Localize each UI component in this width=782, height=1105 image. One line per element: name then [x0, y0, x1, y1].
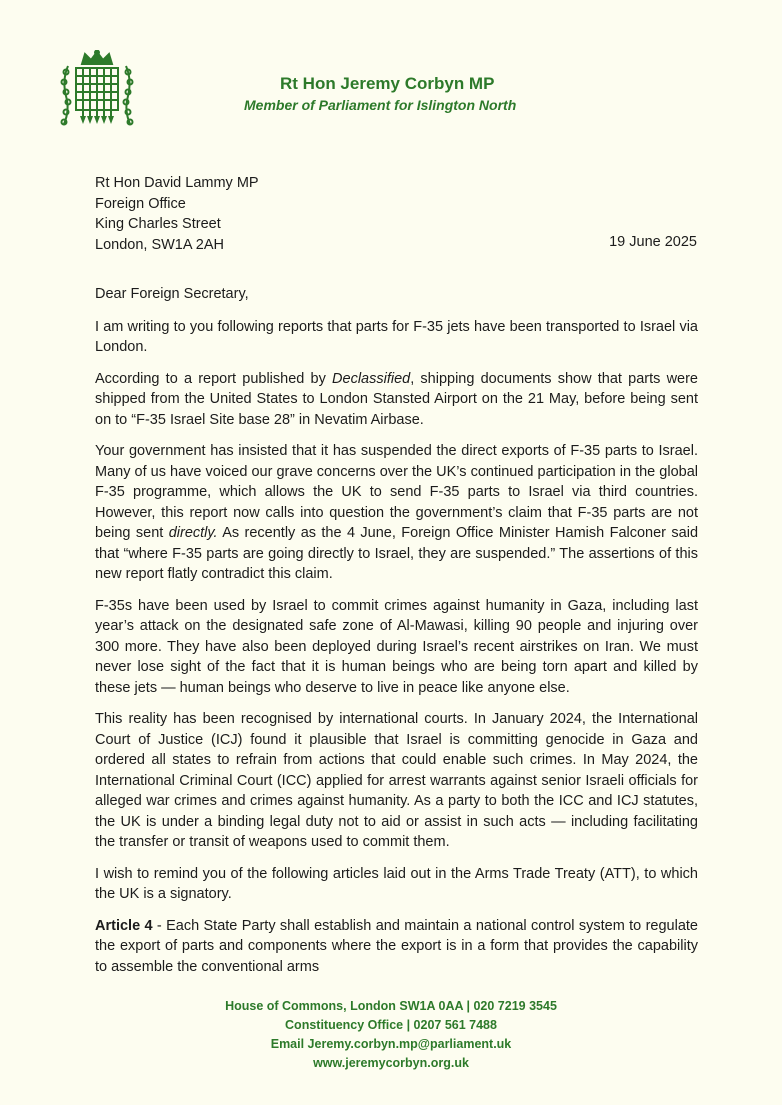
paragraph-3: Your government has insisted that it has suspended the direct exports of F-35 parts to Israel. Many of us have voiced our grave concerns over the UK’s continued participation in the global F-35 programme, which allows the UK to send F-35 parts to Israel via third countries. However, this report now calls into question the government’s claim that F-35 parts are not being sent directly. As recently as the 4 June, Foreign Office Minister Hamish Falconer said that “where F-35 parts are going directly to Israel, they are suspended.” The assertions of this new report flatly contradict this claim. — [95, 443, 699, 582]
paragraph-4: F-35s have been used by Israel to commit crimes against humanity in Gaza, including last year’s attack on the designated safe zone of Al-Mawasi, killing 90 people and injuring over 300 more. They have also been deployed during Israel’s recent airstrikes on Iran. We must never lose sight of the fact that it is human beings who are being torn apart and killed by these jets — human beings who deserve to live in peace like anyone else. — [95, 597, 698, 696]
letter-body — [95, 284, 698, 988]
footer-email: Email Jeremy.corbyn.mp@parliament.uk — [270, 1037, 512, 1051]
paragraph-2: According to a report published by Declassified, shipping documents show that parts were shipped from the United States to London Stansted Airport on the 21 May, before being sent on to “F-35 Israel Site base 28” in Nevatim Airbase. — [95, 370, 698, 428]
mp-name: Rt Hon Jeremy Corbyn MP — [280, 74, 495, 93]
paragraph-6: I wish to remind you of the following articles laid out in the Arms Trade Treaty (ATT), to which the UK is a signatory. — [95, 865, 698, 902]
recipient-address — [95, 173, 259, 255]
emphasis-directly: directly. — [168, 525, 218, 541]
article-4-quote: Article 4 - Each State Party shall establish and maintain a national control system to regulate the export of parts and components where the export is in a form that provides the capability to assemble the conventional arms — [95, 917, 698, 975]
footer-website: www.jeremycorbyn.org.uk — [313, 1056, 469, 1070]
recipient-line: Rt Hon David Lammy MP — [95, 175, 259, 191]
letter-footer — [0, 997, 782, 1073]
salutation: Dear Foreign Secretary, — [95, 286, 249, 302]
mp-title: Member of Parliament for Islington North — [244, 97, 517, 113]
letter-date: 19 June 2025 — [609, 234, 697, 250]
portcullis-icon — [58, 50, 136, 130]
paragraph-5: This reality has been recognised by international courts. In January 2024, the International Court of Justice (ICJ) found it plausible that Israel is committing genocide in Gaza and ordered all states to refrain from actions that could enable such crimes. In May 2024, the International Criminal Court (ICC) applied for arrest warrants against senior Israeli officials for alleged war crimes and crimes against humanity. As a party to both the ICC and ICJ statutes, the UK is under a binding legal duty not to aid or assist in such acts — including facilitating the transfer or transit of weapons used to commit them. — [95, 711, 698, 850]
footer-constituency: Constituency Office | 0207 561 7488 — [285, 1018, 497, 1032]
recipient-line: King Charles Street — [95, 216, 221, 232]
footer-address: House of Commons, London SW1A 0AA | 020 7219 3545 — [225, 999, 557, 1013]
article-label: Article 4 — [95, 917, 153, 934]
recipient-line: Foreign Office — [95, 195, 186, 212]
recipient-line: London, SW1A 2AH — [95, 236, 224, 253]
paragraph-1: I am writing to you following reports that parts for F-35 jets have been transported to Israel via London. — [95, 318, 698, 355]
publication-name: Declassified — [332, 370, 411, 387]
